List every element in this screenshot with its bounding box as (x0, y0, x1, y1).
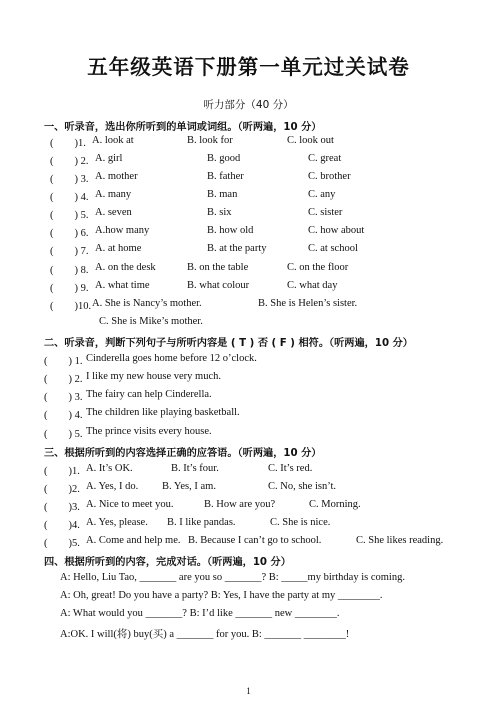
option-b: B. How are you? (204, 499, 276, 510)
question-number: ( ) 7. (50, 246, 89, 257)
question-number: ( ) 8. (50, 265, 89, 276)
section-1-heading: 一、听录音，选出你所听到的单词或词组。（听两遍，10 分） (44, 122, 322, 133)
section-3-heading: 三、根据所听到的内容选择正确的应答语。（听两遍，10 分） (44, 448, 322, 459)
option-b: B. father (207, 171, 244, 182)
option-a: A. seven (95, 207, 132, 218)
option-b: B. six (207, 207, 232, 218)
option-c: C. She is nice. (270, 517, 331, 528)
question-number: ( ) 1. (44, 356, 83, 367)
option-b: B. what colour (187, 280, 250, 291)
option-b: B. She is Helen’s sister. (258, 298, 358, 309)
option-b: B. man (207, 189, 238, 200)
option-b: B. how old (207, 225, 254, 236)
statement-text: Cinderella goes home before 12 o’clock. (86, 353, 257, 364)
question-number: ( ) 6. (50, 228, 89, 239)
question-number: ( ) 4. (50, 192, 89, 203)
option-c: C. great (308, 153, 342, 164)
dialogue-line-4: A:OK. I will(将) buy(买) a _______ for you. B: _______ ________! (60, 629, 350, 640)
option-a: A. what time (95, 280, 150, 291)
question-number: ( ) 2. (44, 374, 83, 385)
option-a: A.how many (95, 225, 150, 236)
question-number: ( )2. (44, 484, 80, 495)
option-a: A. It’s OK. (86, 463, 133, 474)
option-a: A. Nice to meet you. (86, 499, 174, 510)
option-a: A. Come and help me. (86, 535, 181, 546)
option-b: B. at the party (207, 243, 267, 254)
page-title: 五年级英语下册第一单元过关试卷 (87, 55, 410, 79)
question-number: ( )1. (44, 466, 80, 477)
option-a: A. at home (95, 243, 142, 254)
question-number: ( )4. (44, 520, 80, 531)
option-a: A. look at (92, 135, 134, 146)
question-number: ( ) 5. (50, 210, 89, 221)
option-a: A. girl (95, 153, 123, 164)
option-b: B. on the table (187, 262, 249, 273)
option-b: B. good (207, 153, 241, 164)
option-c: C. what day (287, 280, 338, 291)
option-c: C. She likes reading. (356, 535, 444, 546)
question-number: ( )5. (44, 538, 80, 549)
option-b: B. I like pandas. (167, 517, 236, 528)
option-c: C. No, she isn’t. (268, 481, 337, 492)
option-b: B. It’s four. (171, 463, 219, 474)
section-2-heading: 二、听录音，判断下列句子与所听内容是 ( T ) 否 ( F ) 相符。（听两遍，10 分） (44, 338, 413, 349)
option-c: C. sister (308, 207, 343, 218)
option-c: C. how about (308, 225, 365, 236)
question-number: ( )10. (50, 301, 92, 312)
option-c: C. look out (287, 135, 334, 146)
page-number: 1 (246, 686, 251, 696)
statement-text: I like my new house very much. (86, 371, 222, 382)
question-number: ( )3. (44, 502, 80, 513)
statement-text: The prince visits every house. (86, 426, 212, 437)
question-number: ( ) 3. (50, 174, 89, 185)
option-c: C. brother (308, 171, 351, 182)
dialogue-line-3: A: What would you _______? B: I’d like _______ new ________. (60, 608, 340, 619)
question-number: ( )1. (50, 138, 86, 149)
question-number: ( ) 4. (44, 410, 83, 421)
option-a: A. Yes, please. (86, 517, 148, 528)
listening-part-label: 听力部分（40 分） (203, 99, 294, 111)
option-a: A. She is Nancy’s mother. (92, 298, 202, 309)
option-a: A. Yes, I do. (86, 481, 139, 492)
option-c: C. any (308, 189, 336, 200)
option-b: B. look for (187, 135, 233, 146)
option-c: C. It’s red. (268, 463, 313, 474)
question-number: ( ) 2. (50, 156, 89, 167)
option-a: A. on the desk (95, 262, 156, 273)
statement-text: The children like playing basketball. (86, 407, 240, 418)
question-number: ( ) 5. (44, 429, 83, 440)
question-number: ( ) 3. (44, 392, 83, 403)
option-a: A. mother (95, 171, 138, 182)
option-c: C. Morning. (309, 499, 361, 510)
section-4-heading: 四、根据所听到的内容，完成对话。（听两遍，10 分） (44, 557, 291, 568)
statement-text: The fairy can help Cinderella. (86, 389, 212, 400)
s1-question-10-option-c: C. She is Mike’s mother. (99, 316, 203, 327)
dialogue-line-2: A: Oh, great! Do you have a party? B: Yes, I have the party at my ________. (60, 590, 383, 601)
option-b: B. Because I can’t go to school. (188, 535, 322, 546)
option-b: B. Yes, I am. (162, 481, 216, 492)
option-c: C. at school (308, 243, 358, 254)
dialogue-line-1: A: Hello, Liu Tao, _______ are you so _______? B: _____my birthday is coming. (60, 572, 405, 583)
option-a: A. many (95, 189, 132, 200)
question-number: ( ) 9. (50, 283, 89, 294)
option-c: C. on the floor (287, 262, 349, 273)
